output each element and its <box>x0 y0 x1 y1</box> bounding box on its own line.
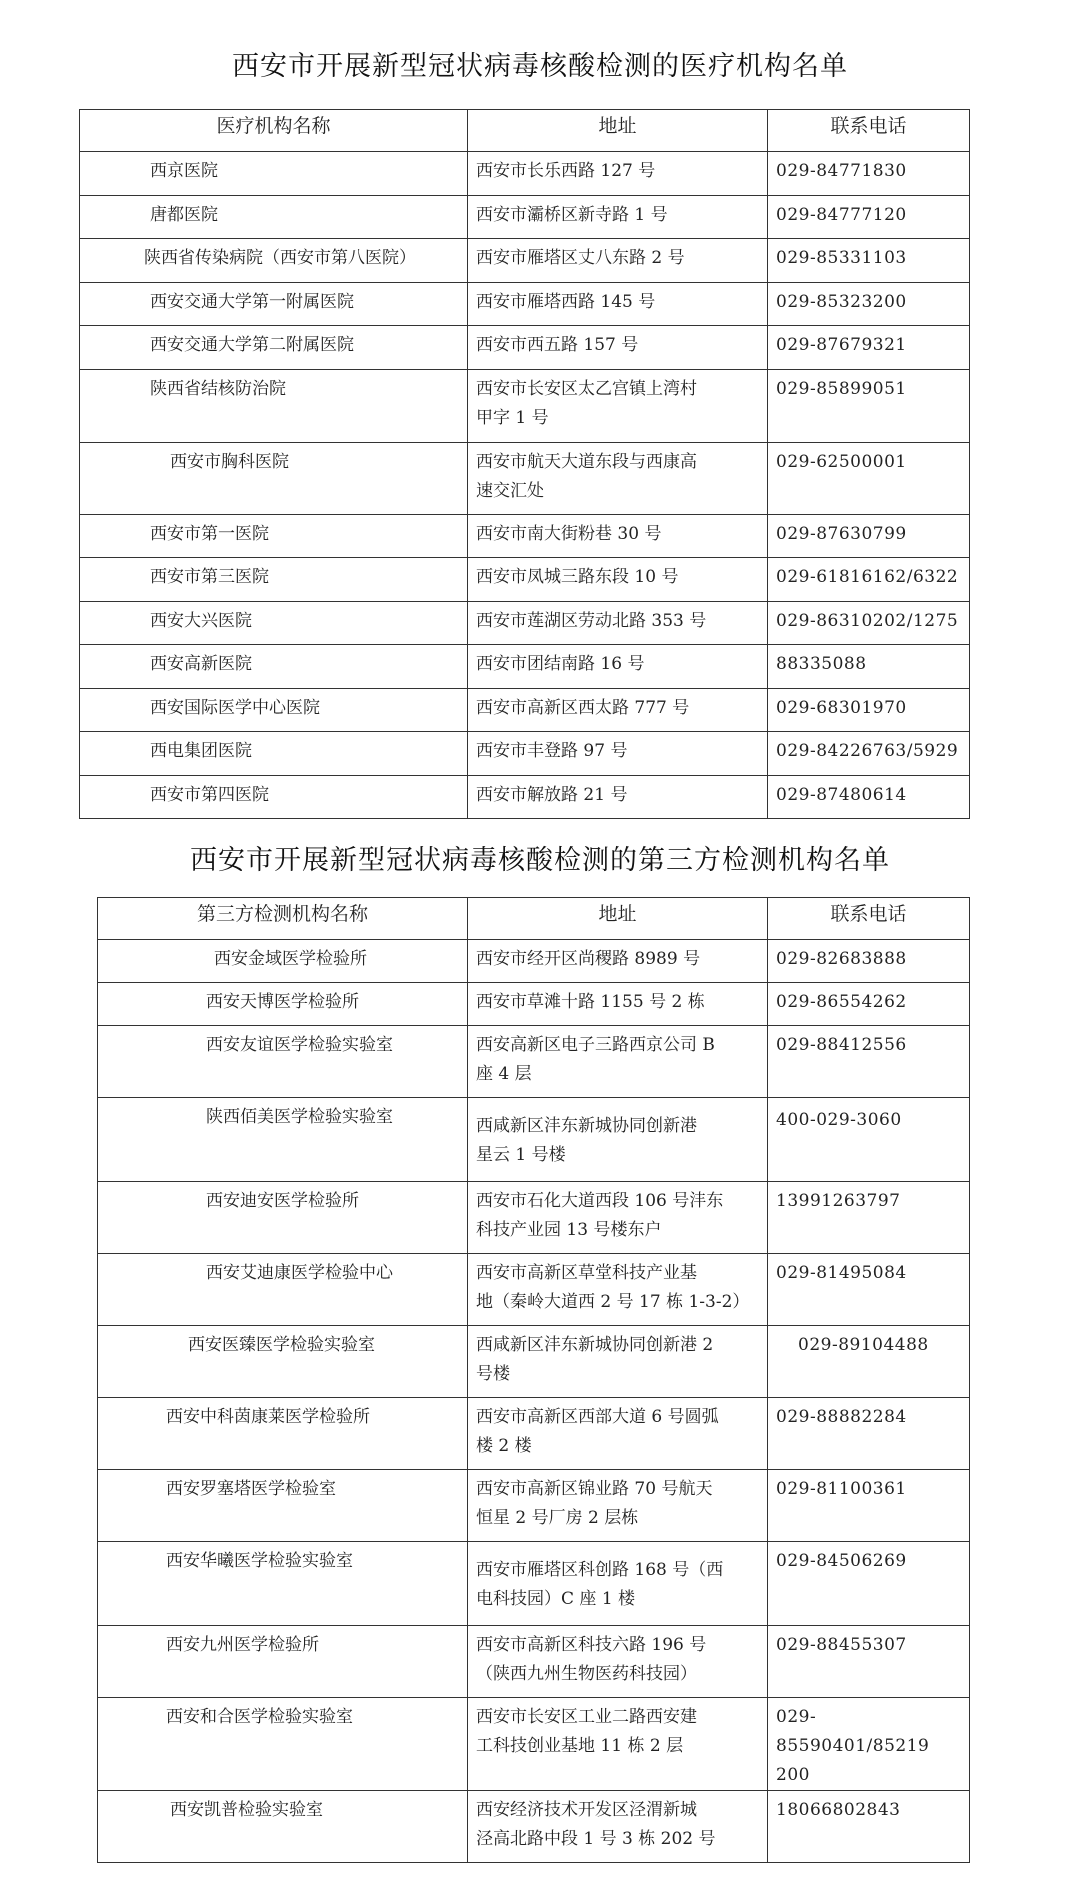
hospital-name: 西电集团医院 <box>80 732 468 776</box>
table-row <box>98 1026 970 1098</box>
lab-address: 西安市经开区尚稷路 8989 号 <box>468 940 768 983</box>
hospital-phone: 029-84771830 <box>768 152 970 196</box>
lab-address: 西安高新区电子三路西京公司 B 座 4 层 <box>468 1026 768 1098</box>
hospital-name: 西安高新医院 <box>80 645 468 689</box>
lab-table <box>97 897 970 1863</box>
table-row <box>80 776 970 819</box>
lab-name: 西安凯普检验实验室 <box>98 1791 468 1863</box>
table-row <box>98 940 970 983</box>
column-header-phone: 联系电话 <box>768 110 970 152</box>
column-header-name: 第三方检测机构名称 <box>98 898 468 940</box>
lab-phone: 400-029-3060 <box>768 1098 970 1182</box>
hospital-phone: 029-61816162/6322 <box>768 558 970 602</box>
table-row <box>98 1326 970 1398</box>
hospital-phone: 029-87630799 <box>768 515 970 558</box>
lab-name: 西安艾迪康医学检验中心 <box>98 1254 468 1326</box>
lab-name: 西安罗塞塔医学检验室 <box>98 1470 468 1542</box>
hospital-address: 西安市解放路 21 号 <box>468 776 768 819</box>
lab-address: 西安市草滩十路 1155 号 2 栋 <box>468 983 768 1026</box>
lab-address: 西安经济技术开发区泾渭新城 泾高北路中段 1 号 3 栋 202 号 <box>468 1791 768 1863</box>
table-row <box>98 1182 970 1254</box>
lab-phone: 029-85590401/85219 200 <box>768 1698 970 1791</box>
hospital-table <box>79 109 970 819</box>
hospital-phone: 029-85899051 <box>768 370 970 443</box>
hospital-phone: 029-85323200 <box>768 283 970 326</box>
lab-name: 西安迪安医学检验所 <box>98 1182 468 1254</box>
lab-address: 西安市长安区工业二路西安建 工科技创业基地 11 栋 2 层 <box>468 1698 768 1791</box>
hospital-name: 西安市第四医院 <box>80 776 468 819</box>
table-row <box>98 1470 970 1542</box>
hospital-address: 西安市雁塔西路 145 号 <box>468 283 768 326</box>
table-row <box>98 1698 970 1791</box>
lab-address: 西安市雁塔区科创路 168 号（西 电科技园）C 座 1 楼 <box>468 1542 768 1626</box>
lab-phone: 029-81100361 <box>768 1470 970 1542</box>
lab-name: 西安九州医学检验所 <box>98 1626 468 1698</box>
hospital-phone: 029-87480614 <box>768 776 970 819</box>
lab-address: 西咸新区沣东新城协同创新港 2 号楼 <box>468 1326 768 1398</box>
hospital-phone: 88335088 <box>768 645 970 689</box>
lab-name: 西安医臻医学检验实验室 <box>98 1326 468 1398</box>
hospital-address: 西安市高新区西太路 777 号 <box>468 689 768 732</box>
lab-phone: 029-88455307 <box>768 1626 970 1698</box>
table-row <box>98 983 970 1026</box>
column-header-phone: 联系电话 <box>768 898 970 940</box>
hospital-name: 西安大兴医院 <box>80 602 468 645</box>
hospital-list-title: 西安市开展新型冠状病毒核酸检测的医疗机构名单 <box>232 51 848 82</box>
hospital-phone: 029-86310202/1275 <box>768 602 970 645</box>
hospital-phone: 029-62500001 <box>768 443 970 515</box>
hospital-phone: 029-84777120 <box>768 196 970 239</box>
table-row <box>80 443 970 515</box>
table-row <box>98 1398 970 1470</box>
lab-phone: 029-88882284 <box>768 1398 970 1470</box>
hospital-name: 西安市第三医院 <box>80 558 468 602</box>
hospital-phone: 029-87679321 <box>768 326 970 370</box>
table-row <box>98 1098 970 1182</box>
table-row <box>98 1254 970 1326</box>
hospital-phone: 029-68301970 <box>768 689 970 732</box>
table-row <box>80 732 970 776</box>
table-row <box>98 1542 970 1626</box>
table-row <box>98 1791 970 1863</box>
hospital-name: 陕西省传染病院（西安市第八医院） <box>80 239 468 283</box>
lab-phone: 029-88412556 <box>768 1026 970 1098</box>
table-row <box>80 239 970 283</box>
lab-list-title: 西安市开展新型冠状病毒核酸检测的第三方检测机构名单 <box>190 845 890 876</box>
hospital-name: 西安交通大学第一附属医院 <box>80 283 468 326</box>
lab-name: 西安金域医学检验所 <box>98 940 468 983</box>
hospital-address: 西安市西五路 157 号 <box>468 326 768 370</box>
table-row <box>98 1626 970 1698</box>
lab-name: 陕西佰美医学检验实验室 <box>98 1098 468 1182</box>
table-row <box>80 326 970 370</box>
hospital-address: 西安市团结南路 16 号 <box>468 645 768 689</box>
hospital-address: 西安市长乐西路 127 号 <box>468 152 768 196</box>
lab-phone: 029-81495084 <box>768 1254 970 1326</box>
lab-name: 西安天博医学检验所 <box>98 983 468 1026</box>
lab-address: 西安市高新区西部大道 6 号圆弧 楼 2 楼 <box>468 1398 768 1470</box>
hospital-phone: 029-84226763/5929 <box>768 732 970 776</box>
table-header-row <box>98 898 970 940</box>
lab-phone: 029-84506269 <box>768 1542 970 1626</box>
hospital-address: 西安市灞桥区新寺路 1 号 <box>468 196 768 239</box>
hospital-address: 西安市南大街粉巷 30 号 <box>468 515 768 558</box>
lab-phone: 029-82683888 <box>768 940 970 983</box>
table-row <box>80 689 970 732</box>
hospital-name: 西安市第一医院 <box>80 515 468 558</box>
hospital-address: 西安市航天大道东段与西康高 速交汇处 <box>468 443 768 515</box>
hospital-address: 西安市雁塔区丈八东路 2 号 <box>468 239 768 283</box>
column-header-address: 地址 <box>468 110 768 152</box>
hospital-address: 西安市凤城三路东段 10 号 <box>468 558 768 602</box>
table-row <box>80 558 970 602</box>
hospital-address: 西安市莲湖区劳动北路 353 号 <box>468 602 768 645</box>
table-row <box>80 602 970 645</box>
lab-address: 西安市石化大道西段 106 号沣东 科技产业园 13 号楼东户 <box>468 1182 768 1254</box>
table-row <box>80 196 970 239</box>
table-row <box>80 283 970 326</box>
lab-address: 西安市高新区锦业路 70 号航天 恒星 2 号厂房 2 层栋 <box>468 1470 768 1542</box>
hospital-name: 西京医院 <box>80 152 468 196</box>
lab-name: 西安友谊医学检验实验室 <box>98 1026 468 1098</box>
table-row <box>80 152 970 196</box>
hospital-name: 西安国际医学中心医院 <box>80 689 468 732</box>
table-row <box>80 370 970 443</box>
lab-address: 西咸新区沣东新城协同创新港 星云 1 号楼 <box>468 1098 768 1182</box>
lab-name: 西安华曦医学检验实验室 <box>98 1542 468 1626</box>
hospital-name: 陕西省结核防治院 <box>80 370 468 443</box>
column-header-name: 医疗机构名称 <box>80 110 468 152</box>
hospital-name: 西安市胸科医院 <box>80 443 468 515</box>
hospital-address: 西安市丰登路 97 号 <box>468 732 768 776</box>
lab-name: 西安中科茵康莱医学检验所 <box>98 1398 468 1470</box>
lab-address: 西安市高新区草堂科技产业基 地（秦岭大道西 2 号 17 栋 1-3-2） <box>468 1254 768 1326</box>
table-header-row <box>80 110 970 152</box>
lab-phone: 029-89104488 <box>768 1326 970 1398</box>
lab-address: 西安市高新区科技六路 196 号 （陕西九州生物医药科技园） <box>468 1626 768 1698</box>
lab-name: 西安和合医学检验实验室 <box>98 1698 468 1791</box>
hospital-name: 西安交通大学第二附属医院 <box>80 326 468 370</box>
lab-phone: 029-86554262 <box>768 983 970 1026</box>
lab-phone: 13991263797 <box>768 1182 970 1254</box>
lab-phone: 18066802843 <box>768 1791 970 1863</box>
hospital-address: 西安市长安区太乙宫镇上湾村 甲字 1 号 <box>468 370 768 443</box>
table-row <box>80 645 970 689</box>
column-header-address: 地址 <box>468 898 768 940</box>
hospital-phone: 029-85331103 <box>768 239 970 283</box>
hospital-name: 唐都医院 <box>80 196 468 239</box>
table-row <box>80 515 970 558</box>
